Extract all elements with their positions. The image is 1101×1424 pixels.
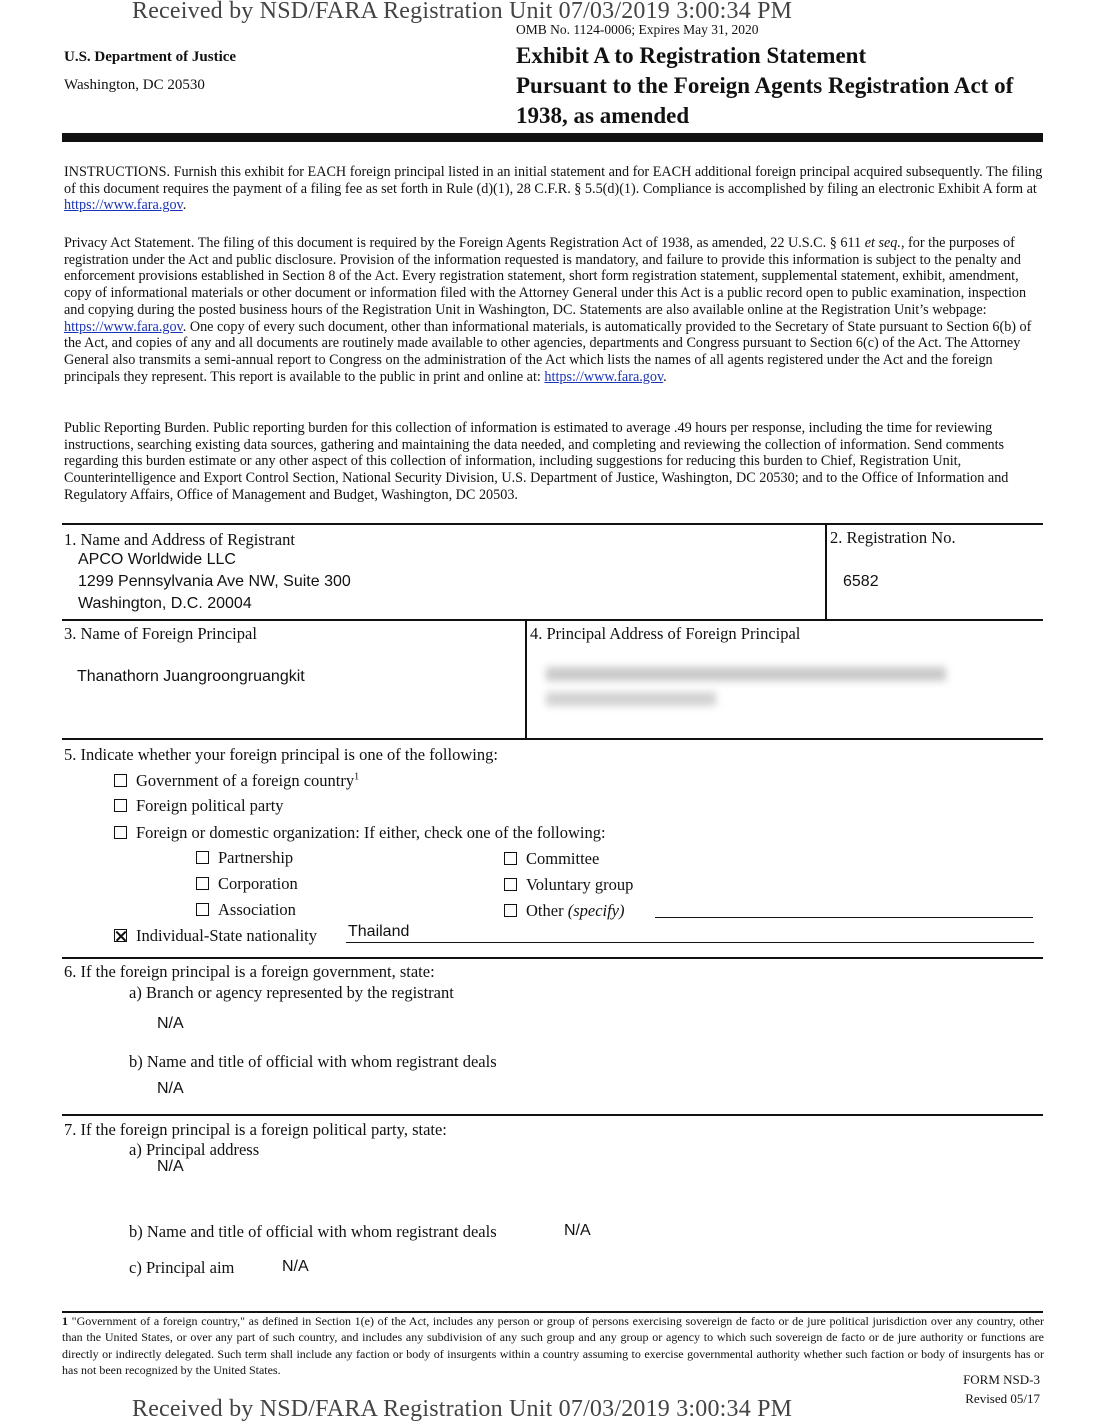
section-7-label: 7. If the foreign principal is a foreign political party, state:: [64, 1120, 447, 1139]
fara-link[interactable]: https://www.fara.gov: [64, 318, 183, 335]
principal-address-7a-label: a) Principal address: [129, 1140, 260, 1159]
option-association[interactable]: Association: [196, 900, 296, 920]
form-revised: Revised 05/17: [965, 1391, 1040, 1406]
section-divider: [62, 738, 1043, 740]
option-other[interactable]: Other (specify): [504, 901, 625, 921]
checkbox[interactable]: [504, 904, 517, 917]
footnote-text: 1 "Government of a foreign country," as defined in Section 1(e) of the Act, includes any person or group of persons exercising sovereign de facto or de jure political jurisdiction over any country, other than the United States, or over any part of such country, and includes any subdivision of any such group and any group or agency to which such sovereign de facto or de jure authority or functions are directly or indirectly delegated. Such term shall include any faction or body of insurgents within a country assuming to exercise governmental authority whether such faction or body of insurgents has or has not been recognized by the United States.: [62, 1314, 1044, 1377]
branch-agency-value: N/A: [157, 1015, 184, 1032]
form-id: FORM NSD-3: [963, 1372, 1040, 1387]
registrant-city: Washington, D.C. 20004: [78, 595, 252, 612]
checkbox-checked[interactable]: [114, 929, 127, 942]
received-stamp-top: Received by NSD/FARA Registration Unit 07/03/2019 3:00:34 PM: [132, 0, 793, 24]
department-city: Washington, DC 20530: [64, 77, 205, 93]
checkbox[interactable]: [114, 826, 127, 839]
page-title: Exhibit A to Registration Statement Pursuant to the Foreign Agents Registration Act of 1938, as amended: [516, 43, 1014, 128]
section-6-label: 6. If the foreign principal is a foreign government, state:: [64, 962, 435, 981]
foreign-principal-name: Thanathorn Juangroongruangkit: [77, 668, 305, 685]
option-committee[interactable]: Committee: [504, 849, 599, 869]
option-individual[interactable]: Individual-State nationality: [114, 926, 317, 946]
principal-address-7a-value: N/A: [157, 1158, 184, 1175]
section-5-label: 5. Indicate whether your foreign principal is one of the following:: [64, 745, 498, 764]
checkbox[interactable]: [504, 878, 517, 891]
principal-address-label: 4. Principal Address of Foreign Principal: [530, 624, 801, 643]
department-name: U.S. Department of Justice: [64, 49, 237, 65]
nationality-line: [346, 942, 1034, 943]
branch-agency-label: a) Branch or agency represented by the registrant: [129, 983, 454, 1002]
checkbox[interactable]: [114, 799, 127, 812]
privacy-paragraph: Privacy Act Statement. The filing of this document is required by the Foreign Agents Registration Act of 1938, as amended, 22 U.S.C. § 611 et seq., for the purposes of registration under the Act and public disclosure. Provision of the information requested is mandatory, and failure to provide this information is subject to the penalty and enforcement provisions established in Section 8 of the Act. Every registration statement, short form registration statement, supplemental statement, exhibit, amendment, copy of informational materials or other document or information filed with the Attorney General under this Act is a public record open to public examination, inspection and copying during the posted business hours of the Registration Unit in Washington, DC. Statements are also available online at the Registration Unit’s webpage: https://www.fara.gov. One copy of every such document, other than informational materials, is automatically provided to the Secretary of State pursuant to Section 6(b) of the Act, and copies of any and all documents are routinely made available to other agencies, departments and Congress pursuant to Section 6(c) of the Act. The Attorney General also transmits a semi-annual report to Congress on the administration of the Act which lists the names of all agents registered under the Act and the foreign principals they represent. This report is available to the public in print and online at: https://www.fara.gov.: [64, 235, 1032, 385]
option-voluntary-group[interactable]: Voluntary group: [504, 875, 633, 895]
instructions-paragraph: INSTRUCTIONS. Furnish this exhibit for EACH foreign principal listed in an initial statement and for EACH additional foreign principal acquired subsequently. The filing of this document requires the payment of a filing fee as set forth in Rule (d)(1), 28 C.F.R. § 5.5(d)(1). Compliance is accomplished by filing an electronic Exhibit A form at https://www.fara.gov.: [64, 164, 1043, 214]
option-organization[interactable]: Foreign or domestic organization: If either, check one of the following:: [114, 823, 606, 843]
section-divider: [62, 619, 1043, 621]
official-label: b) Name and title of official with whom registrant deals: [129, 1052, 497, 1071]
checkbox[interactable]: [196, 903, 209, 916]
option-government[interactable]: Government of a foreign country$^1$: [114, 771, 359, 791]
registrant-label: 1. Name and Address of Registrant: [64, 530, 295, 549]
checkbox[interactable]: [114, 774, 127, 787]
checkbox[interactable]: [196, 877, 209, 890]
fara-link[interactable]: https://www.fara.gov: [64, 197, 183, 214]
other-specify-line[interactable]: [655, 917, 1033, 918]
section-divider: [62, 1114, 1043, 1116]
checkbox[interactable]: [196, 851, 209, 864]
principal-aim-label: c) Principal aim: [129, 1258, 235, 1277]
option-corporation[interactable]: Corporation: [196, 874, 298, 894]
option-political-party[interactable]: Foreign political party: [114, 796, 284, 816]
received-stamp-bottom: Received by NSD/FARA Registration Unit 07/03/2019 3:00:34 PM: [132, 1396, 793, 1422]
redacted-address-line: [546, 667, 946, 681]
fara-link[interactable]: https://www.fara.gov: [544, 368, 664, 385]
section-divider: [62, 523, 1043, 525]
omb-number: OMB No. 1124-0006; Expires May 31, 2020: [516, 22, 759, 37]
registration-no-value: 6582: [843, 573, 879, 590]
official-value: N/A: [157, 1080, 184, 1097]
official-7b-label: b) Name and title of official with whom registrant deals: [129, 1222, 497, 1241]
official-7b-value: N/A: [564, 1222, 591, 1239]
column-divider: [525, 620, 527, 738]
burden-paragraph: Public Reporting Burden. Public reporting burden for this collection of information is estimated to average .49 hours per response, including the time for reviewing instructions, searching existing data sources, gathering and maintaining the data needed, and completing and reviewing the collection of information. Send comments regarding this burden estimate or any other aspect of this collection of information, including suggestions for reducing this burden to Chief, Registration Unit, Counterintelligence and Export Control Section, National Security Division, U.S. Department of Justice, Washington, DC 20530; and to the Office of Information and Regulatory Affairs, Office of Management and Budget, Washington, DC 20503.: [64, 420, 1009, 503]
registrant-name: APCO Worldwide LLC: [78, 551, 236, 568]
header-rule: [62, 133, 1043, 142]
principal-aim-value: N/A: [282, 1258, 309, 1275]
checkbox[interactable]: [504, 852, 517, 865]
registration-no-label: 2. Registration No.: [830, 528, 956, 547]
redacted-address-line: [546, 692, 716, 706]
foreign-principal-label: 3. Name of Foreign Principal: [64, 624, 257, 643]
footnote-marker: 1: [354, 771, 360, 783]
registrant-address: 1299 Pennsylvania Ave NW, Suite 300: [78, 573, 351, 590]
nationality-value: Thailand: [348, 923, 410, 940]
option-partnership[interactable]: Partnership: [196, 848, 293, 868]
section-divider: [62, 957, 1043, 959]
column-divider: [825, 524, 827, 620]
